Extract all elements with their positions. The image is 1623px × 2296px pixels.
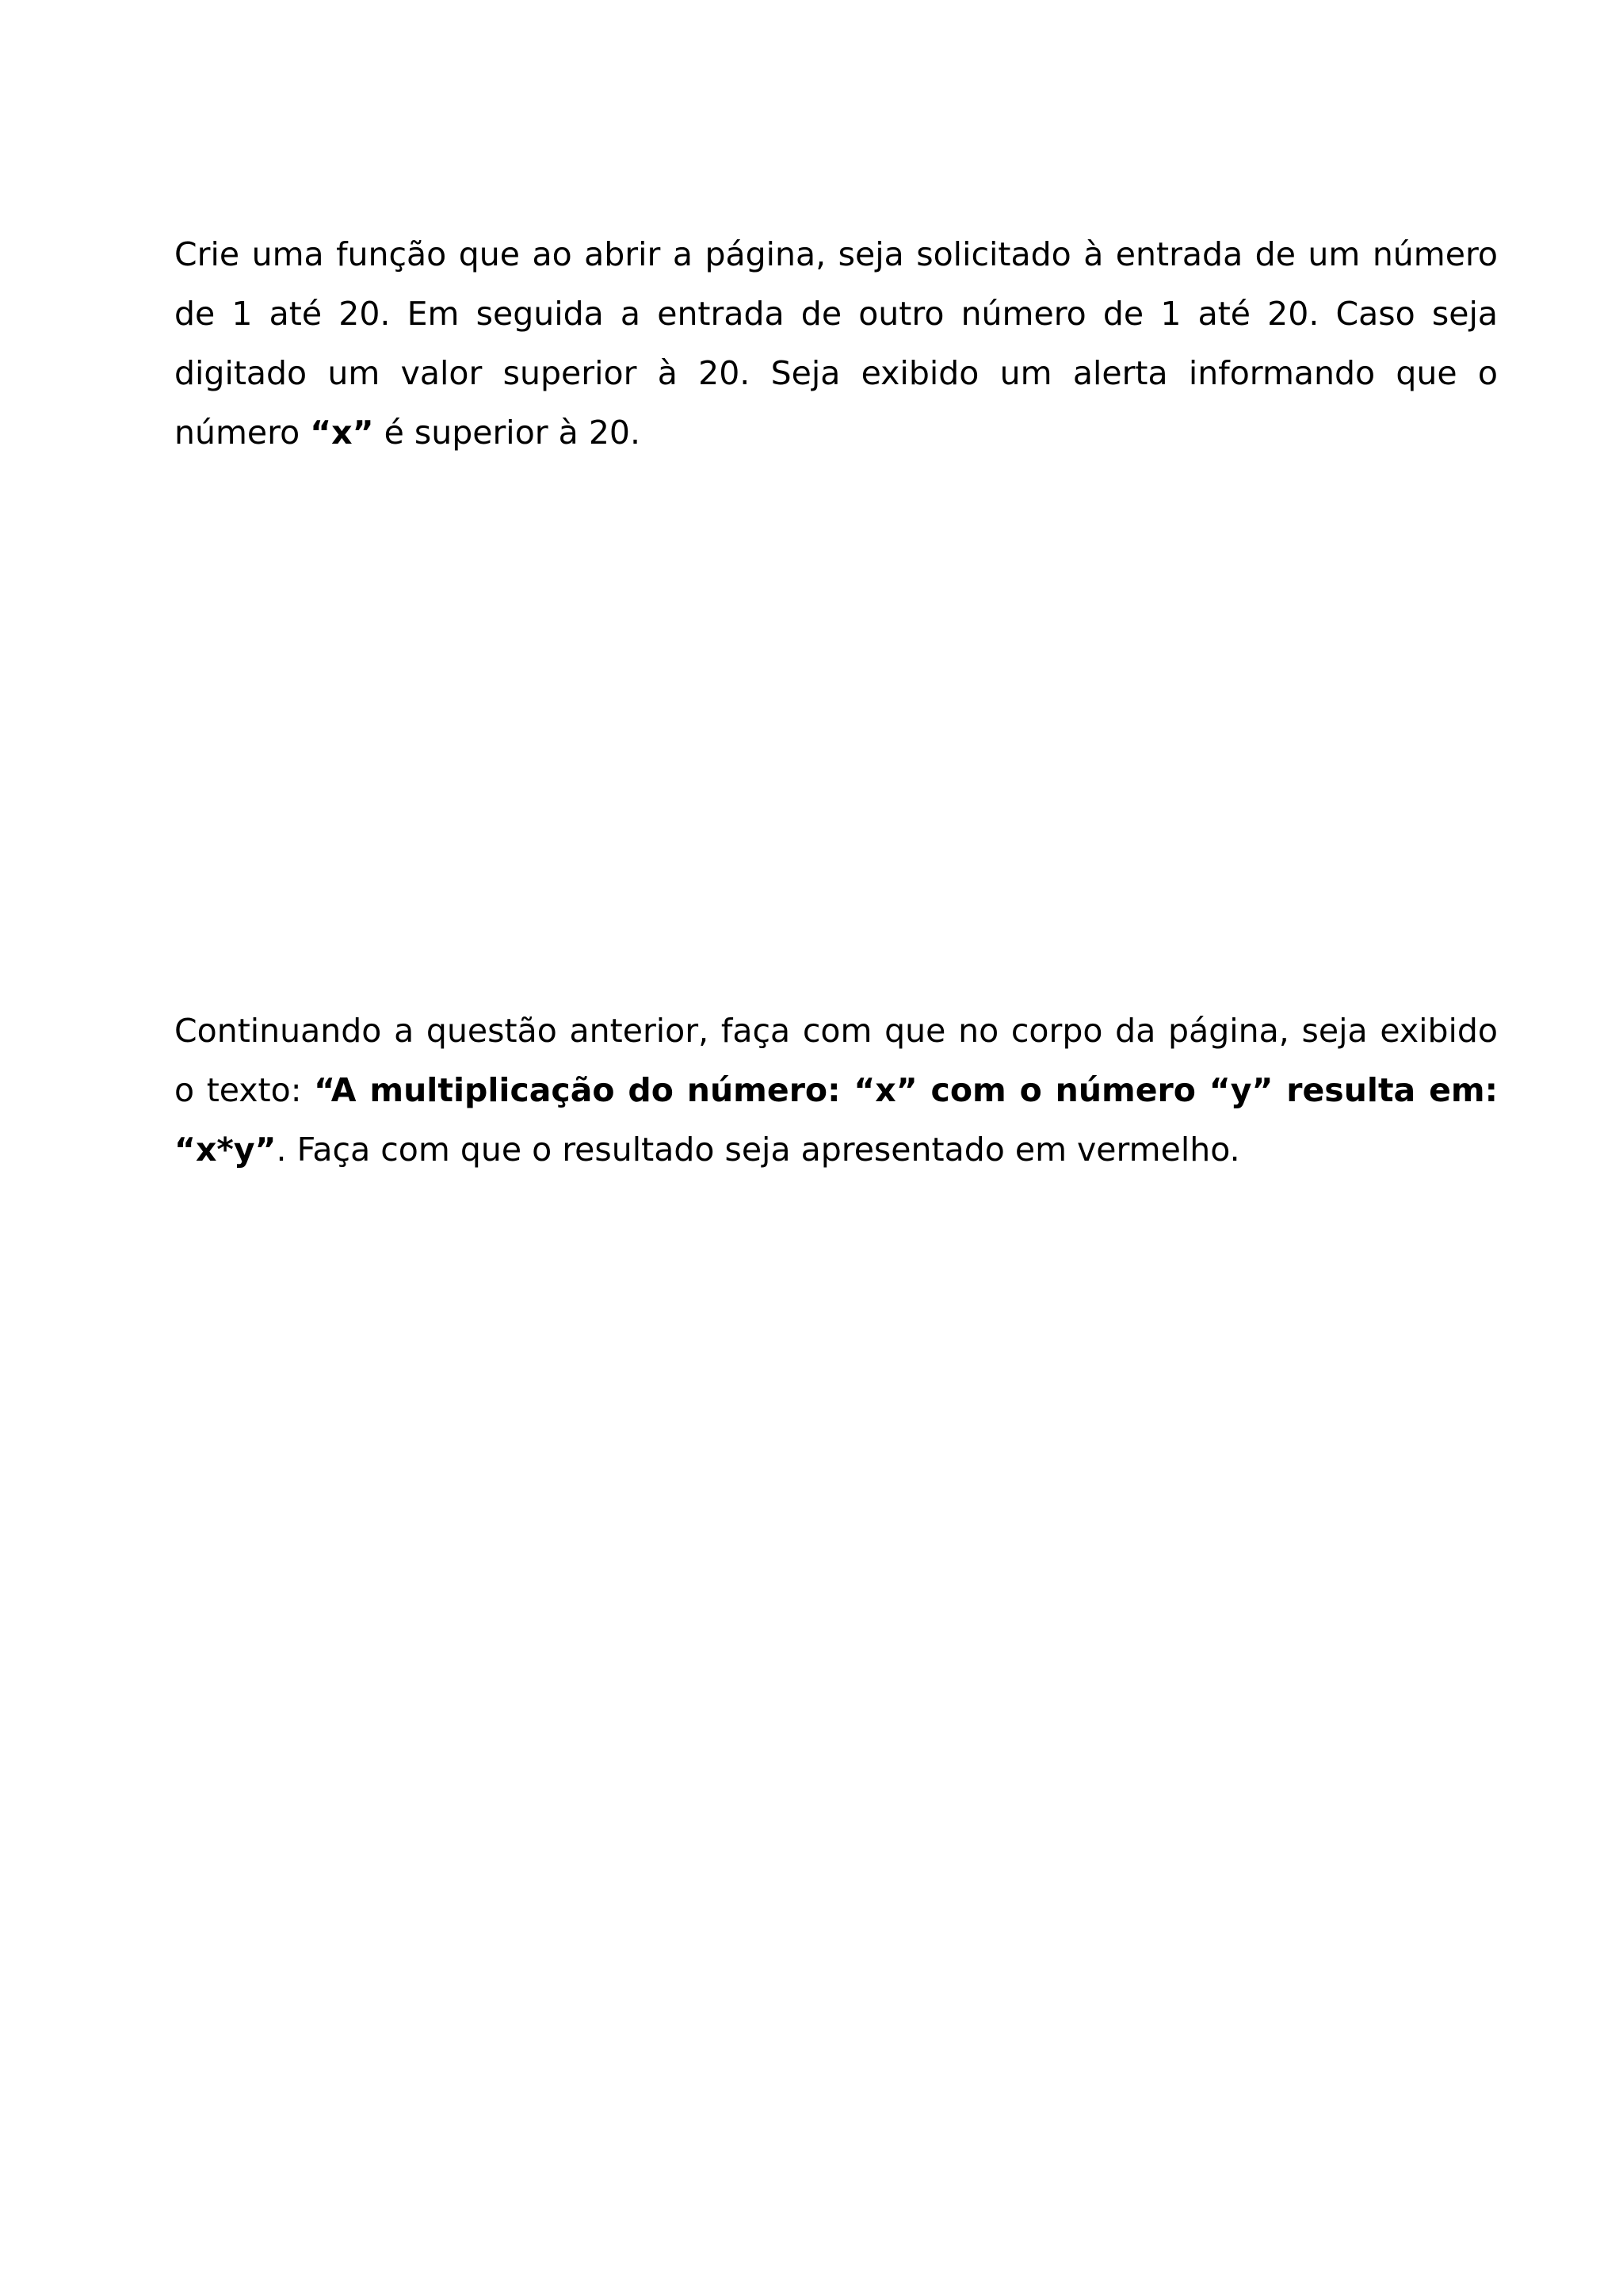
exercise-2-intro: Continuando a questão anterior, faça com que no corpo da página, seja exibido o texto: [174, 1012, 1498, 1109]
exercise-2-bold-text: “A multiplicação do número: “x” com o número “y” resulta em: “x*y” [174, 1071, 1498, 1169]
exercise-1-outro: é superior à 20. [373, 414, 641, 452]
exercise-1-bold-term: “x” [310, 414, 374, 452]
exercise-1-intro: Crie uma função que ao abrir a página, seja solicitado à entrada de um número de 1 até 20. Em seguida a entrada de outro número de 1 até 20. Caso seja digitado um valor superior à 20. Seja exibido um alerta informando que o número [174, 235, 1498, 452]
exercise-2-outro: . Faça com que o resultado seja apresentado em vermelho. [276, 1131, 1240, 1169]
exercise-2-paragraph [174, 1001, 1498, 1180]
exercise-1-paragraph [174, 225, 1498, 463]
